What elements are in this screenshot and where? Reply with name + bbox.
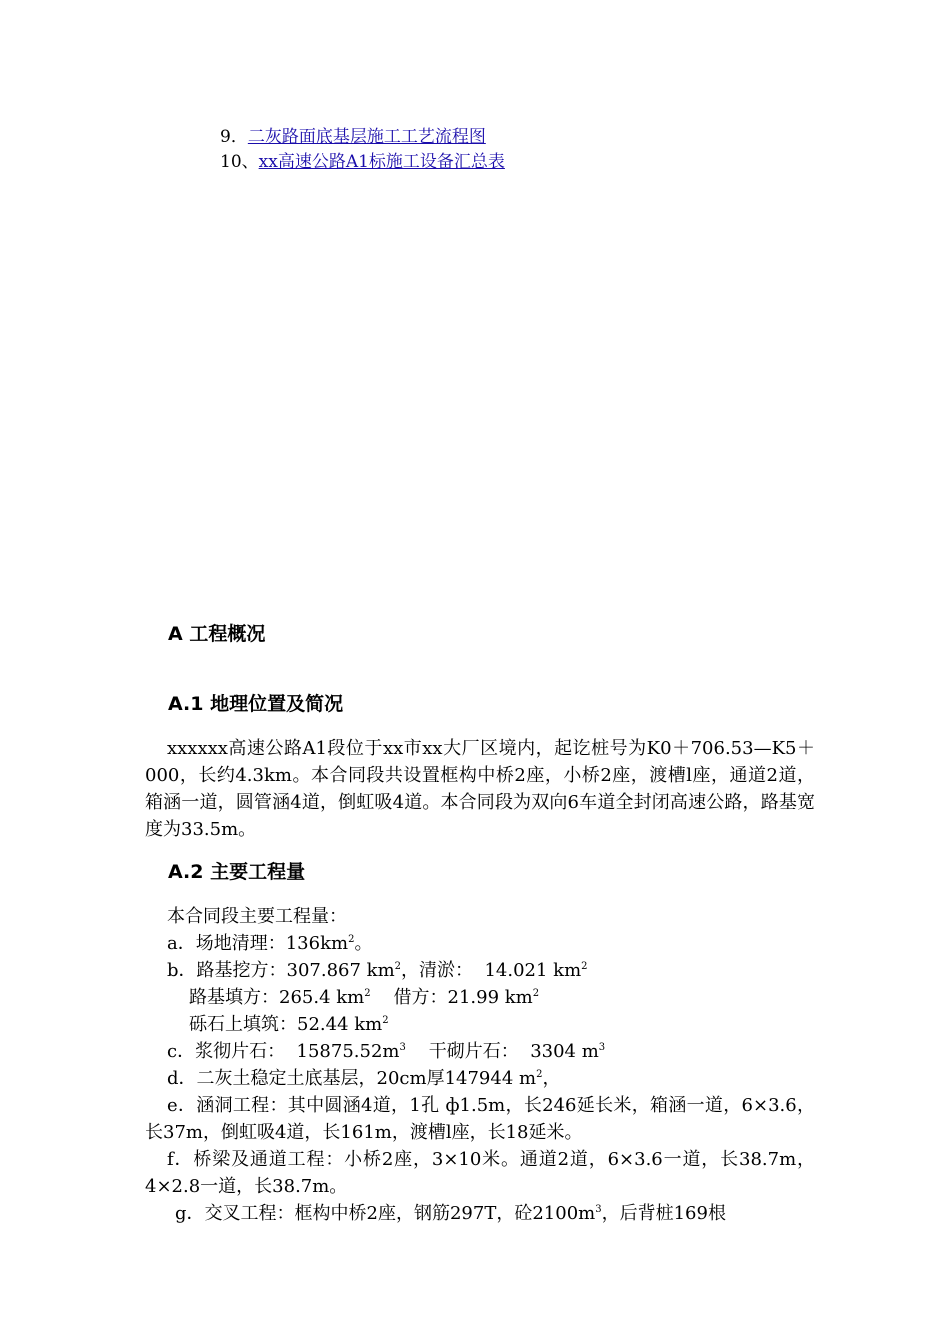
toc-item-10 [220,150,505,175]
table-of-contents [220,125,505,175]
quantity-item-f: f．桥梁及通道工程：小桥2座，3×10米。通道2道，6×3.6一道，长38.7m， 4×2.8一道，长38.7m。 [145,1149,827,1197]
quantity-item-e: e．涵洞工程：其中圆涵4道，1孔 ф1.5m，长246延长米，箱涵一道，6×3.6，长37m，倒虹吸4道，长161m，渡槽l座，长18延米。 [145,1095,815,1143]
quantities-intro: 本合同段主要工程量： [167,906,347,927]
quantities-list [145,903,827,1227]
toc-item-10-number: 10、 [220,152,259,172]
toc-link-10[interactable]: xx高速公路A1标施工设备汇总表 [258,152,505,172]
section-a2-heading: A.2 主要工程量 [168,861,306,883]
section-a1-paragraph: xxxxxx高速公路A1段位于xx市xx大厂区境内，起讫桩号为K0＋706.53—K5＋000，长约4.3km。本合同段共设置框构中桥2座，小桥2座，渡槽l座，通道2道，箱涵一道，圆管涵4道，倒虹吸4道。本合同段为双向6车道全封闭高速公路，路基宽度为33.5m。 [145,738,815,840]
toc-item-9 [220,125,505,150]
quantity-item-d: d．二灰土稳定土底基层，20cm厚147944 $m^2$， [167,1068,561,1089]
toc-link-9[interactable]: 二灰路面底基层施工工艺流程图 [247,127,486,147]
quantity-item-a: a．场地清理：$136km^2$。 [167,933,373,954]
section-a1-heading: A.1 地理位置及简况 [168,693,344,715]
quantity-item-c: c．浆彻片石： $15875.52m^3$ 干砌片石： 3304 $m^3$ [167,1041,606,1062]
quantity-item-b3: 砾石上填筑：52.44 $km^2$ [189,1014,389,1035]
quantity-item-b1: b．路基挖方：307.867 $km^2$，清淤： 14.021 $km^2$ [167,960,588,981]
quantity-item-b2: 路基填方：265.4 $km^2$ 借方：21.99 $km^2$ [189,987,540,1008]
section-a-heading: A 工程概况 [168,623,266,645]
quantity-item-g: g．交叉工程：框构中桥2座，钢筋297T，砼$2100m^3$，后背桩169根 [175,1203,726,1224]
toc-item-9-number: 9． [220,127,248,147]
